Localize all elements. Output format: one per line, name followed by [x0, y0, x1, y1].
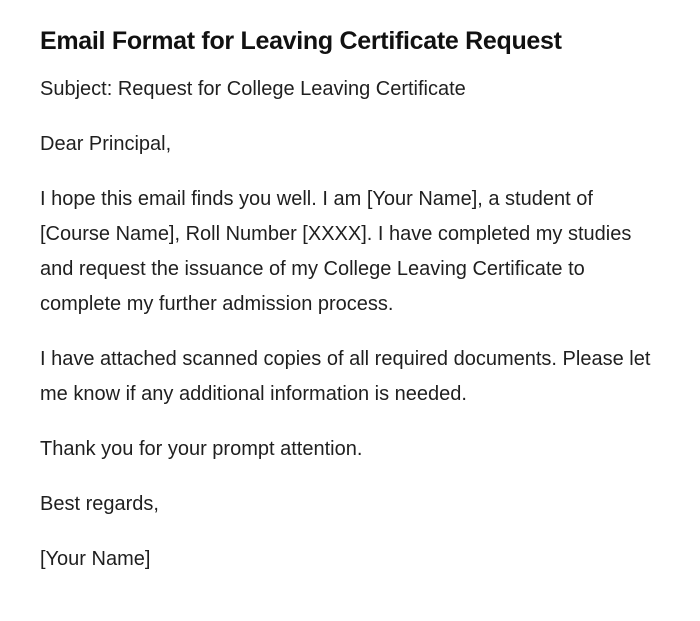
email-subject: Subject: Request for College Leaving Certificate [40, 78, 466, 100]
email-body-paragraph-3: Thank you for your prompt attention. [40, 438, 363, 460]
email-greeting: Dear Principal, [40, 133, 172, 155]
email-body-paragraph-1: I hope this email finds you well. I am [Your Name], a student of [Course Name], Roll Number [XXXX]. I have completed my studies and request the issuance of my College Leaving Certificate to complete my further admission process. [40, 188, 632, 315]
email-closing: Best regards, [40, 493, 159, 515]
email-body-paragraph-2: I have attached scanned copies of all required documents. Please let me know if any additional information is needed. [40, 348, 651, 405]
page-title: Email Format for Leaving Certificate Request [40, 27, 562, 55]
email-signature: [Your Name] [40, 548, 151, 570]
